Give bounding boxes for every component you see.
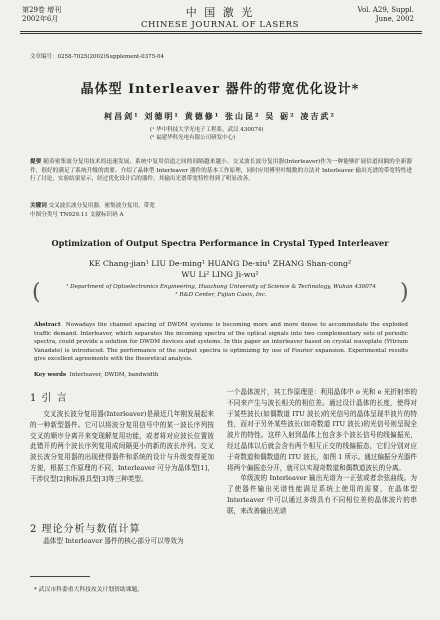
footnote: * 武汉市科委重大科技攻关计划资助课题。 [34, 587, 144, 593]
affiliation-cn-1: (¹ 华中科技大学光电子工程系，武汉 430074) [150, 127, 264, 133]
authors-en-line-1: KE Chang-jian¹ LIU De-ming¹ HUANG De-xiu¹ ZHANG Shan-cong² [88, 259, 352, 268]
keywords-cn-label: 关键词 [30, 203, 47, 209]
authors-cn: 柯昌剑¹ 刘德明¹ 黄德修¹ 张山昆² 吴 砺² 凌吉武² [104, 111, 336, 121]
authors-en [0, 258, 440, 280]
footnote-rule [30, 576, 90, 577]
volume-cn: 第29卷 增刊 [22, 6, 62, 14]
section-2-heading: 2 理论分析与数值计算 [30, 524, 141, 535]
authors-en-line-2: WU Li² LING Ji-wu² [181, 270, 259, 279]
right-column-para-1: 一个晶体波片，其工作原理是：利用晶体中 o 光和 e 光折射率的不同来产生与波长相关的相位差。通过设计晶体的长度，使得对于某些波长(如偶数道 ITU 波长)的光信号的晶体呈现半波片的特性，而对于另外某些波长(如奇数道 ITU 波长)的光信号则呈现全波片的特性。这样入射到晶体上包含多个波长信号的线偏振光，经过晶体以后就会含有两个相互正交的线偏振态，它们分别对应于奇数道和偶数道的 ITU 波长，如图 1 所示。通过偏振分光器件将两个偏振态分开，就可以实现奇数道和偶数道波长的分离。 [227, 388, 417, 472]
volume-en: Vol. A29, Suppl. [357, 6, 414, 14]
section-1-text: 交叉波长波分复用器(Interleaver)是最近几年刚发展起来的一种新型器件。它可以将波分复用信号中的某一波长序列按交叉的顺序分离开来变现解复用功能，或者将对应波长位置彼此错开的两个波长序列复用成间隔更小的新的波长序列。交叉波长波分复用器的出现使得器件和系统的设计与升级变得更加方便，根据工作原理的不同，Interleaver 可分为晶体型[1]，干涉仪型[2]和标准具型[3]等三种类型。 [30, 410, 214, 483]
abstract-en [34, 321, 408, 364]
affiliations-cn [150, 126, 264, 142]
classification-cn: 中图分类号 TN929.11 文献标识码 A [30, 212, 124, 218]
title-en: Optimization of Output Spectra Performance in Crystal Typed Interleaver [51, 238, 389, 248]
date-cn: 2002年6月 [22, 15, 59, 23]
right-column [227, 387, 417, 517]
date-en: June, 2002 [375, 15, 414, 23]
title-cn: 晶体型 Interleaver 器件的带宽优化设计* [80, 82, 360, 97]
keywords-en-label: Key words [34, 372, 67, 378]
brace-right: ) [400, 280, 409, 305]
header-right [358, 6, 414, 24]
affiliations-en [40, 283, 402, 299]
abstract-cn-label: 提要 [30, 159, 42, 165]
affiliation-cn-2: (² 福建华科光电有限公司研发中心) [150, 135, 236, 141]
affiliation-en-2: ² R&D Center, Fujian Casix, Inc. [175, 292, 267, 298]
journal-name-en: CHINESE JOURNAL OF LASERS [140, 20, 300, 30]
header-rule [20, 31, 422, 32]
section-1-heading: 1 引 言 [30, 393, 68, 404]
abstract-cn [30, 158, 412, 184]
abstract-en-text: Nowadays the channel spacing of DWDM systems is becoming more and more dense to accommodate the exploded traffic demand. Interleaver, which separates the incoming spectra of the optical signals into two complementary sets of periodic spectra, could provide a solution for DWDM devices and systems. In this paper an interleaver based on crystal waveplate (Yttrium Vanadate) is introduced. The performance of the output spectra is optimizing by use of Fourier expansion. Experimental results give excellent agreements with the theoretical analysis. [34, 322, 408, 363]
abstract-cn-text: 随着密集波分复用技术的迅速发展，系统中复用信道之间的间隔越来越小。交叉波长波分复用器(Interleaver)作为一种能够扩展信道间隔的全新器件，很好的满足了系统升级的需要。介绍了晶体型 Interleaver 器件的基本工作原理，同时应用傅里叶级数的方法对 Interleaver 输出光谱的带宽特性进行了讨论，实验结果显示，经过优化设计后的器件，其输出光谱带宽特性得到了明显改善。 [30, 159, 412, 182]
article-id: 文章编号：0258-7025(2002)Supplement-0375-04 [30, 54, 164, 60]
keywords-en [34, 372, 158, 378]
brace-left: ( [32, 280, 41, 305]
right-column-para-2: 单级波的 Interleaver 输出光谱为一正弦或者余弦曲线。为了使器件输出光谱性能满足系统上使用的需要，在晶体型 Interleaver 中可以通过多级具有不同相位差的晶体波片的串联，来改善输出光谱 [227, 474, 417, 515]
abstract-en-label: Abstract [34, 322, 61, 328]
keywords-cn [30, 201, 155, 209]
affiliation-en-1: ¹ Department of Optoelectronics Engineering, Huazhong University of Science & Technology, Wuhan 430074 [66, 284, 376, 290]
header-rule-2 [20, 33, 422, 34]
keywords-cn-text: 交叉波长波分复用器，密集波分复用，带宽 [48, 203, 155, 209]
journal-name-cn: 中 国 激 光 [185, 6, 255, 19]
keywords-en-text: Interleaver, DWDM, bandwidth [69, 372, 159, 378]
section-2-text: 晶体型 Interleaver 器件的核心部分可以等效为 [43, 537, 184, 545]
